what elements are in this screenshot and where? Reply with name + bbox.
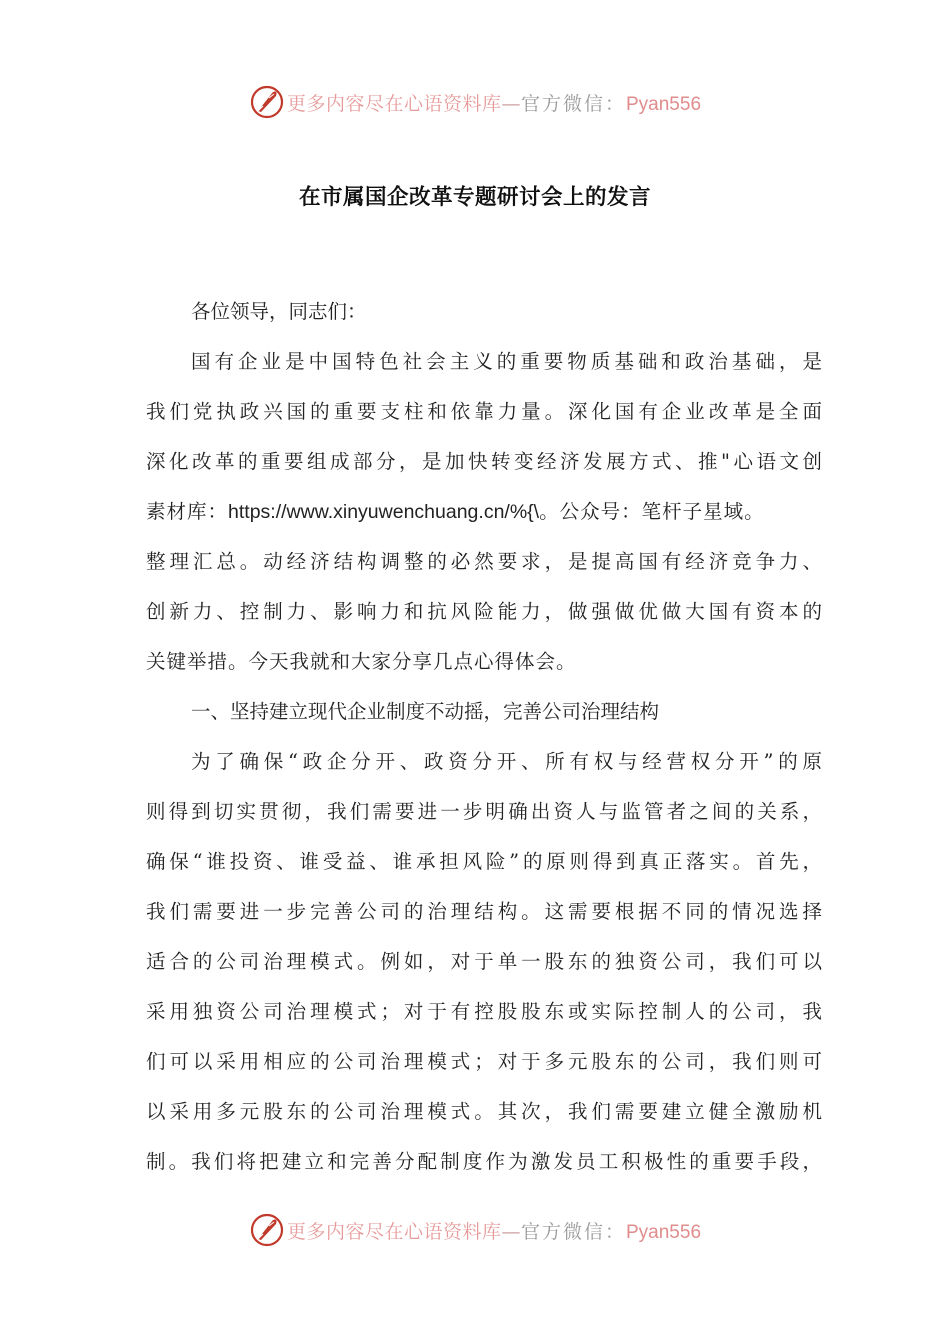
source-label: 素材库：	[146, 500, 229, 523]
banner-main-text: 更多内容尽在心语资料库	[286, 92, 502, 115]
section-heading: 一、坚持建立现代企业制度不动摇，完善公司治理结构	[191, 700, 660, 723]
paragraph-line: 们可以采用相应的公司治理模式；对于多元股东的公司，我们则可	[146, 1050, 822, 1073]
paragraph-line: 确保“谁投资、谁受益、谁承担风险”的原则得到真正落实。首先，	[146, 850, 822, 873]
document-body	[146, 287, 822, 1187]
paragraph-line: 为了确保“政企分开、政资分开、所有权与经营权分开”的原	[191, 750, 822, 773]
footer-watermark	[0, 1210, 950, 1250]
paragraph-line: 以采用多元股东的公司治理模式。其次，我们需要建立健全激励机	[146, 1100, 822, 1123]
paragraph-line: 我们需要进一步完善公司的治理结构。这需要根据不同的情况选择	[146, 900, 822, 923]
paragraph-line: 整理汇总。动经济结构调整的必然要求，是提高国有经济竞争力、	[146, 550, 822, 573]
document-title: 在市属国企改革专题研讨会上的发言	[298, 185, 651, 210]
paragraph-line: 关键举措。今天我就和大家分享几点心得体会。	[146, 650, 577, 673]
banner-separator: —	[501, 1220, 521, 1243]
paragraph-line: 创新力、控制力、影响力和抗风险能力，做强做优做大国有资本的	[146, 600, 822, 623]
quill-logo-icon	[249, 84, 285, 120]
banner-wechat-id: Pyan556	[626, 1221, 702, 1243]
banner-wechat-id: Pyan556	[626, 93, 702, 115]
source-url: https://www.xinyuwenchuang.cn/%{\	[228, 501, 540, 523]
paragraph-line: 采用独资公司治理模式；对于有控股股东或实际控制人的公司，我	[146, 1000, 822, 1023]
paragraph-line: 适合的公司治理模式。例如，对于单一股东的独资公司，我们可以	[146, 950, 822, 973]
paragraph-line: 我们党执政兴国的重要支柱和依靠力量。深化国有企业改革是全面	[146, 400, 822, 423]
paragraph-line-url	[146, 487, 822, 537]
banner-sub-text: 官方微信：	[520, 1220, 626, 1243]
paragraph-line: 国有企业是中国特色社会主义的重要物质基础和政治基础，是	[191, 350, 822, 373]
greeting: 各位领导，同志们：	[191, 300, 367, 323]
quill-logo-icon	[249, 1212, 285, 1248]
banner-sub-text: 官方微信：	[520, 92, 626, 115]
paragraph-line: 制。我们将把建立和完善分配制度作为激发员工积极性的重要手段，	[146, 1150, 822, 1173]
banner-separator: —	[501, 92, 521, 115]
paragraph-line: 则得到切实贯彻，我们需要进一步明确出资人与监管者之间的关系，	[146, 800, 822, 823]
banner-main-text: 更多内容尽在心语资料库	[286, 1220, 502, 1243]
header-watermark	[0, 82, 950, 122]
public-account-text: 。公众号：笔杆子星域。	[539, 500, 765, 523]
paragraph-line: 深化改革的重要组成部分，是加快转变经济发展方式、推"心语文创	[146, 450, 822, 473]
